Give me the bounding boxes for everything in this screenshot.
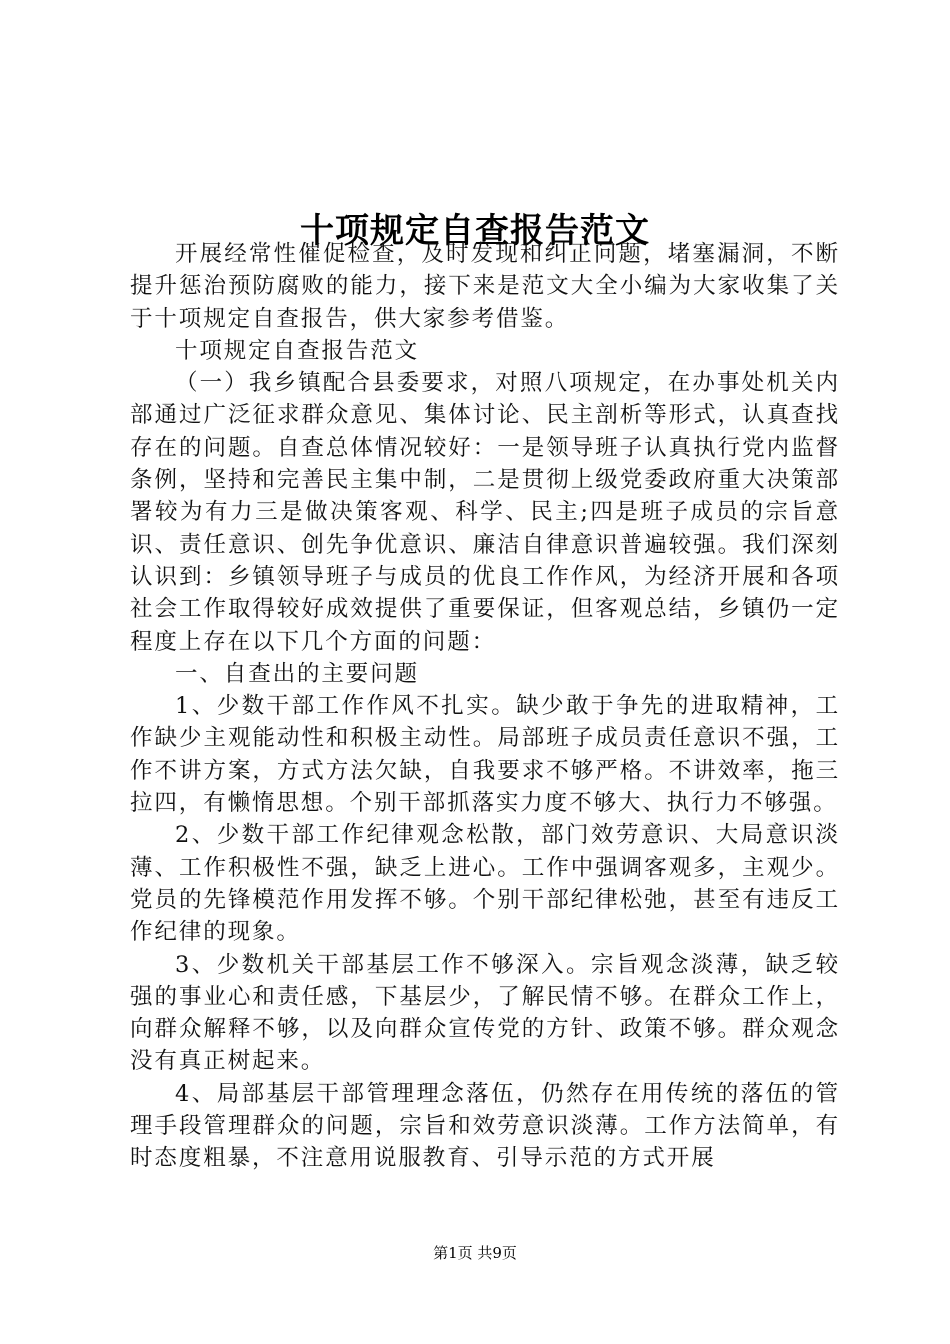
paragraph-overview: （一）我乡镇配合县委要求，对照八项规定，在办事处机关内部通过广泛征求群众意见、集体讨论、民主剖析等形式，认真查找存在的问题。自查总体情况较好：一是领导班子认真执行党内监督条例，坚持和完善民主集中制，二是贯彻上级党委政府重大决策部署较为有力三是做决策客观、科学、民主;四是班子成员的宗旨意识、责任意识、创先争优意识、廉洁自律意识普遍较强。我们深刻认识到：乡镇领导班子与成员的优良工作作风，为经济开展和各项社会工作取得较好成效提供了重要保证，但客观总结，乡镇仍一定程度上存在以下几个方面的问题： bbox=[130, 370, 840, 655]
document-body bbox=[130, 238, 840, 1175]
paragraph-item-4: 4、局部基层干部管理理念落伍，仍然存在用传统的落伍的管理手段管理群众的问题，宗旨和效劳意识淡薄。工作方法简单，有时态度粗暴，不注意用说服教育、引导示范的方式开展 bbox=[130, 1080, 840, 1172]
page-number-footer: 第1页 共9页 bbox=[433, 1244, 517, 1262]
paragraph-item-3: 3、少数机关干部基层工作不够深入。宗旨观念淡薄，缺乏较强的事业心和责任感，下基层少，了解民情不够。在群众工作上，向群众解释不够，以及向群众宣传党的方针、政策不够。群众观念没有真正树起来。 bbox=[130, 951, 840, 1075]
document-title: 十项规定自查报告范文 bbox=[300, 210, 650, 251]
paragraph-intro: 开展经常性催促检查，及时发现和纠正问题，堵塞漏洞，不断提升惩治预防腐败的能力，接下来是范文大全小编为大家收集了关于十项规定自查报告，供大家参考借鉴。 bbox=[130, 241, 840, 332]
paragraph-subtitle: 十项规定自查报告范文 bbox=[175, 337, 420, 364]
paragraph-item-2: 2、少数干部工作纪律观念松散，部门效劳意识、大局意识淡薄、工作积极性不强，缺乏上进心。工作中强调客观多，主观少。党员的先锋模范作用发挥不够。个别干部纪律松弛，甚至有违反工作纪律的现象。 bbox=[130, 822, 840, 946]
section-heading: 一、自查出的主要问题 bbox=[175, 660, 420, 687]
paragraph-item-1: 1、少数干部工作作风不扎实。缺少敢于争先的进取精神，工作缺少主观能动性和积极主动性。局部班子成员责任意识不强，工作不讲方案，方式方法欠缺，自我要求不够严格。不讲效率，拖三拉四，有懒惰思想。个别干部抓落实力度不够大、执行力不够强。 bbox=[130, 693, 840, 817]
